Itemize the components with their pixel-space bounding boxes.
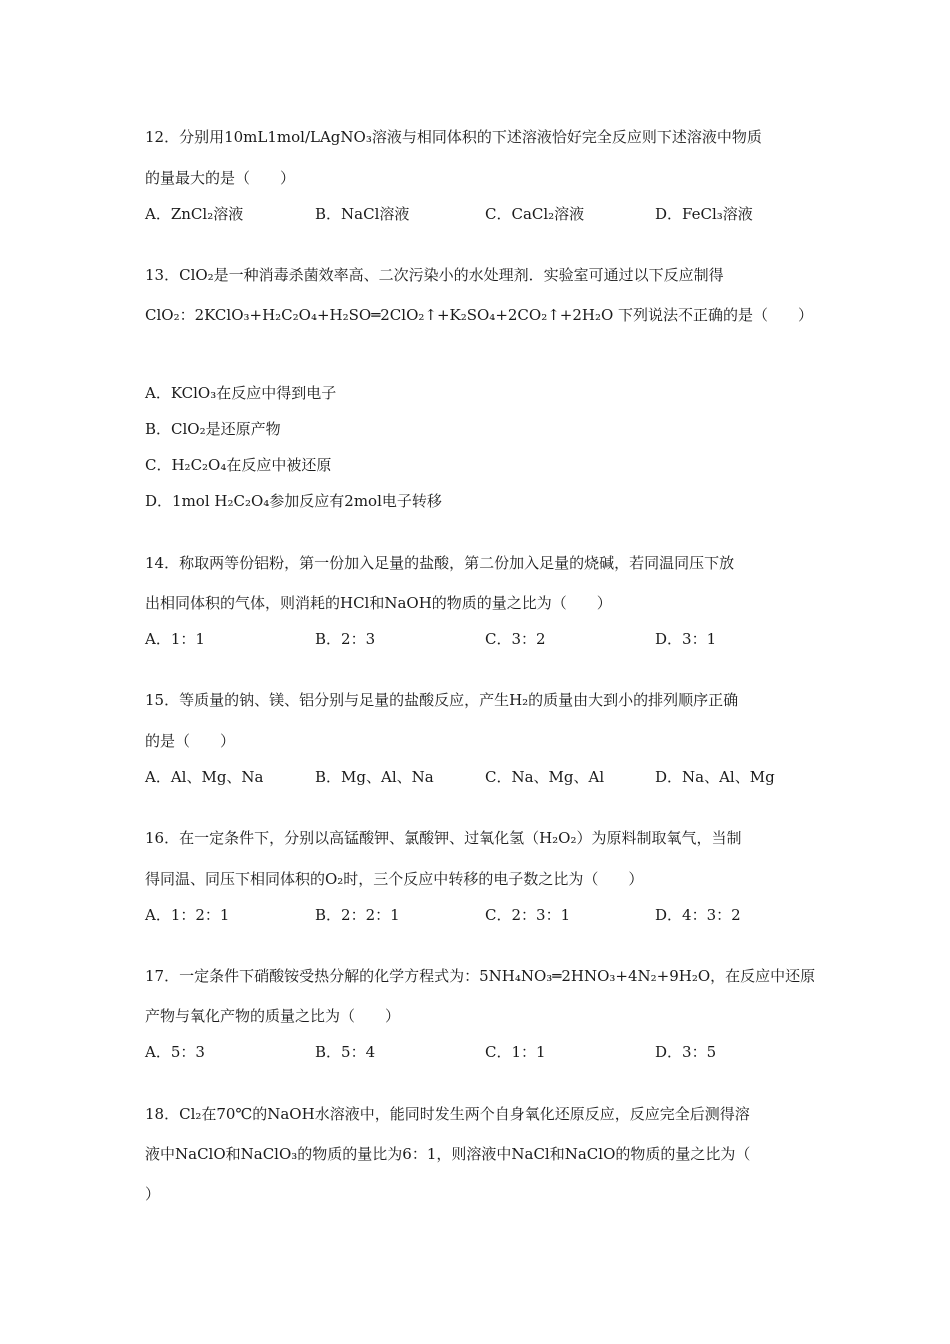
- option-c: C．2：3：1: [485, 906, 571, 924]
- option-d: D．3：1: [655, 630, 717, 648]
- option-c: C．Na、Mg、Al: [485, 768, 605, 786]
- question-17-line-2: 产物与氧化产物的质量之比为（ ）: [145, 1007, 401, 1025]
- option-d: D．FeCl₃溶液: [655, 205, 753, 223]
- question-14-line-2: 出相同体积的气体，则消耗的HCl和NaOH的物质的量之比为（ ）: [145, 594, 612, 612]
- question-12-options: [145, 204, 845, 224]
- question-18-line-1: 18．Cl₂在70℃的NaOH水溶液中，能同时发生两个自身氧化还原反应，反应完全后测得溶: [145, 1105, 750, 1123]
- option-b: B．2：3: [315, 630, 376, 648]
- option-b: B．NaCl溶液: [315, 205, 410, 223]
- option-a: A．KClO₃在反应中得到电子: [145, 384, 337, 402]
- option-a: A．Al、Mg、Na: [145, 768, 264, 786]
- question-16-line-1: 16．在一定条件下，分别以高锰酸钾、氯酸钾、过氧化氢（H₂O₂）为原料制取氧气，当制: [145, 829, 742, 847]
- question-17-options: [145, 1042, 845, 1062]
- option-d: D．1mol H₂C₂O₄参加反应有2mol电子转移: [145, 492, 442, 510]
- option-d: D．3：5: [655, 1043, 717, 1061]
- question-12-line-1: 12．分别用10mL1mol/LAgNO₃溶液与相同体积的下述溶液恰好完全反应则下述溶液中物质: [145, 128, 762, 146]
- question-14-options: [145, 629, 845, 649]
- option-b: B．5：4: [315, 1043, 376, 1061]
- option-a: A．1：1: [145, 630, 205, 648]
- question-17-line-1: 17．一定条件下硝酸铵受热分解的化学方程式为：5NH₄NO₃═2HNO₃+4N₂+9H₂O，在反应中还原: [145, 967, 816, 985]
- question-15-line-1: 15．等质量的钠、镁、铝分别与足量的盐酸反应，产生H₂的质量由大到小的排列顺序正确: [145, 691, 739, 709]
- option-c: C．3：2: [485, 630, 546, 648]
- question-18-line-3: ）: [145, 1185, 161, 1203]
- option-b: B．Mg、Al、Na: [315, 768, 434, 786]
- question-15-options: [145, 767, 845, 787]
- option-c: C．H₂C₂O₄在反应中被还原: [145, 456, 332, 474]
- question-18-line-2: 液中NaClO和NaClO₃的物质的量比为6：1，则溶液中NaCl和NaClO的物质的量之比为（: [145, 1145, 751, 1163]
- option-b: B．ClO₂是还原产物: [145, 420, 281, 438]
- option-a: A．1：2：1: [145, 906, 230, 924]
- option-c: C．CaCl₂溶液: [485, 205, 585, 223]
- question-14-line-1: 14．称取两等份铝粉，第一份加入足量的盐酸，第二份加入足量的烧碱，若同温同压下放: [145, 554, 735, 572]
- option-a: A．5：3: [145, 1043, 205, 1061]
- option-d: D．Na、Al、Mg: [655, 768, 775, 786]
- question-13-line-2: ClO₂：2KClO₃+H₂C₂O₄+H₂SO═2ClO₂↑+K₂SO₄+2CO₂↑+2H₂O 下列说法不正确的是（ ）: [145, 306, 814, 324]
- question-15-line-2: 的是（ ）: [145, 732, 236, 750]
- question-16-options: [145, 905, 845, 925]
- option-d: D．4：3：2: [655, 906, 741, 924]
- question-16-line-2: 得同温、同压下相同体积的O₂时，三个反应中转移的电子数之比为（ ）: [145, 870, 644, 888]
- option-b: B．2：2：1: [315, 906, 400, 924]
- option-a: A．ZnCl₂溶液: [145, 205, 244, 223]
- question-13-line-1: 13．ClO₂是一种消毒杀菌效率高、二次污染小的水处理剂．实验室可通过以下反应制得: [145, 266, 724, 284]
- option-c: C．1：1: [485, 1043, 546, 1061]
- question-12-line-2: 的量最大的是（ ）: [145, 169, 296, 187]
